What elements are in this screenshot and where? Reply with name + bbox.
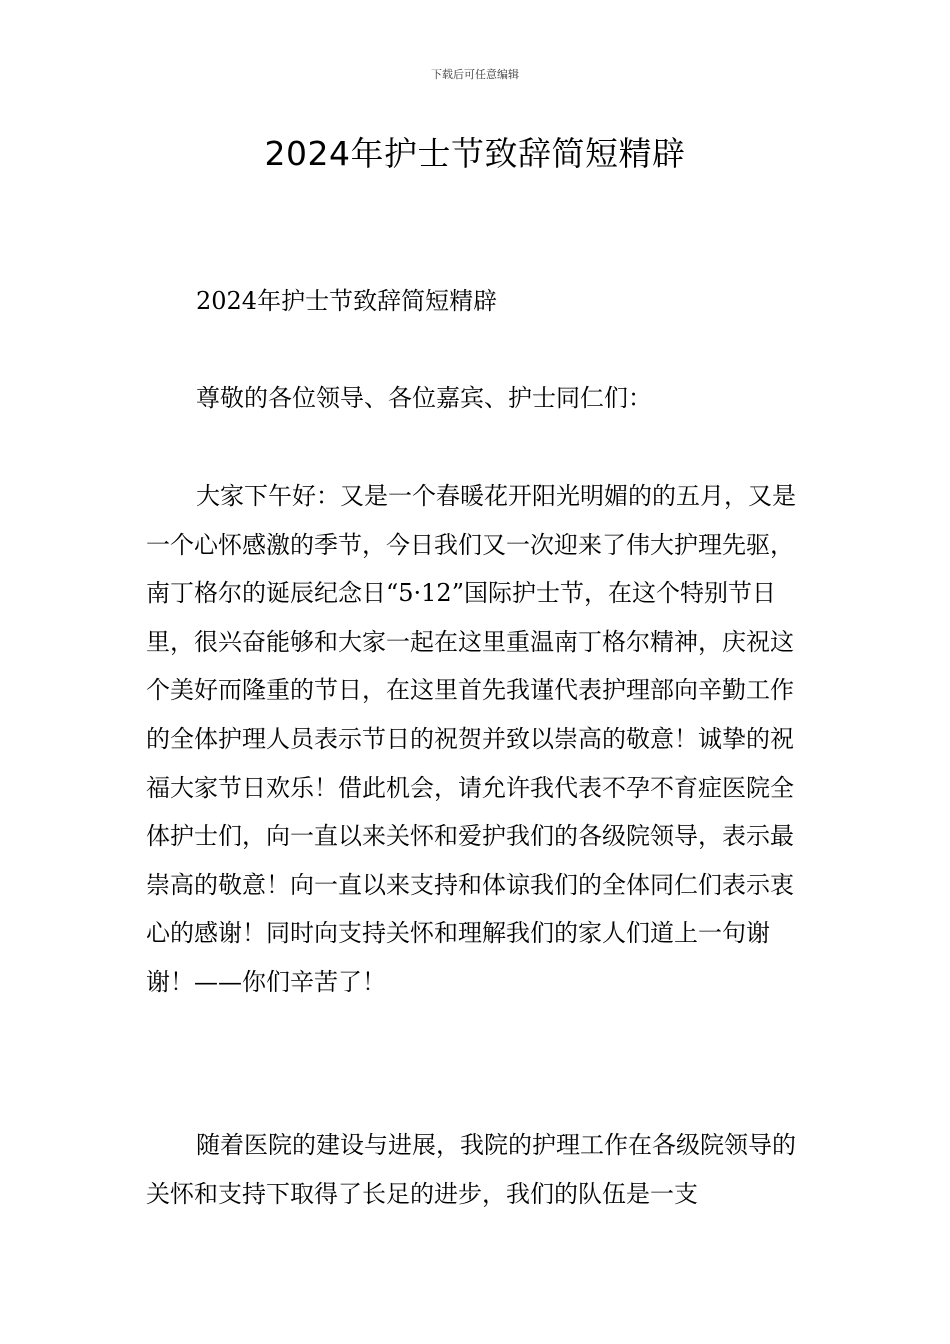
document-title: 2024年护士节致辞简短精辟 [264,134,686,173]
body-paragraph-1: 大家下午好：又是一个春暖花开阳光明媚的的五月，又是一个心怀感激的季节，今日我们又一次迎来了伟大护理先驱，南丁格尔的诞辰纪念日“5·12”国际护士节，在这个特别节日里，很兴奋能够和大家一起在这里重温南丁格尔精神，庆祝这个美好而隆重的节日，在这里首先我谨代表护理部向辛勤工作的全体护理人员表示节日的祝贺并致以崇高的敬意！诚挚的祝福大家节日欢乐！借此机会，请允许我代表不孕不育症医院全体护士们，向一直以来关怀和爱护我们的各级院领导，表示最崇高的敬意！向一直以来支持和体谅我们的全体同仁们表示衷心的感谢！同时向支持关怀和理解我们的家人们道上一句谢谢！——你们辛苦了！ [146,482,796,996]
body-paragraph-2: 随着医院的建设与进展，我院的护理工作在各级院领导的关怀和支持下取得了长足的进步，我们的队伍是一支 [146,1131,796,1208]
salutation-paragraph: 尊敬的各位领导、各位嘉宾、护士同仁们： [196,384,652,412]
header-note: 下载后可任意编辑 [431,68,519,81]
subtitle-paragraph: 2024年护士节致辞简短精辟 [196,287,498,315]
